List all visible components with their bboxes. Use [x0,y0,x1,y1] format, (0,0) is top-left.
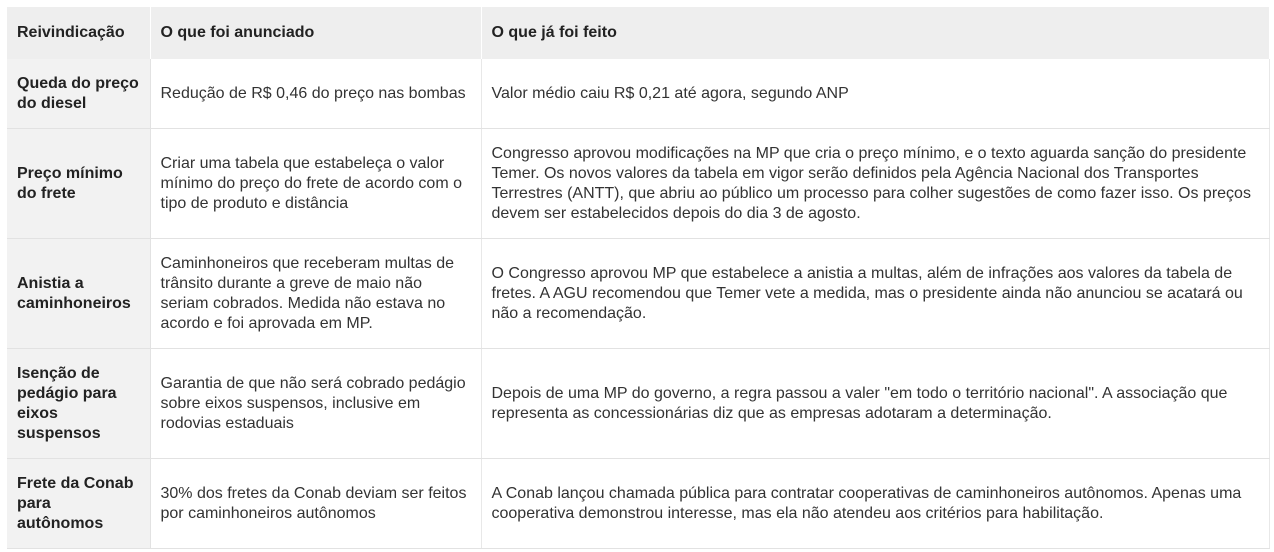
announced-cell: 30% dos fretes da Conab deviam ser feitos por caminhoneiros autônomos [150,459,481,549]
done-cell: Valor médio caiu R$ 0,21 até agora, segundo ANP [481,59,1269,129]
claim-cell: Isenção de pedágio para eixos suspensos [7,349,150,459]
table-header [7,7,1269,59]
table-row [7,459,1269,549]
claim-cell: Preço mínimo do frete [7,129,150,239]
header-done: O que já foi feito [481,7,1269,59]
announced-cell: Caminhoneiros que receberam multas de trânsito durante a greve de maio não seriam cobrados. Medida não estava no acordo e foi aprovada em MP. [150,239,481,349]
table-row [7,59,1269,129]
claim-cell: Queda do preço do diesel [7,59,150,129]
announced-cell: Garantia de que não será cobrado pedágio sobre eixos suspensos, inclusive em rodovias estaduais [150,349,481,459]
announced-cell: Redução de R$ 0,46 do preço nas bombas [150,59,481,129]
header-claim: Reivindicação [7,7,150,59]
header-row [7,7,1269,59]
table-row [7,349,1269,459]
claim-cell: Anistia a caminhoneiros [7,239,150,349]
table-body [7,59,1269,549]
done-cell: Congresso aprovou modificações na MP que cria o preço mínimo, e o texto aguarda sanção do presidente Temer. Os novos valores da tabela em vigor serão definidos pela Agência Nacional dos Transportes Terrestres (ANTT), que abriu ao público um processo para colher sugestões de como fazer isso. Os preços devem ser estabelecidos depois do dia 3 de agosto. [481,129,1269,239]
announced-cell: Criar uma tabela que estabeleça o valor mínimo do preço do frete de acordo com o tipo de produto e distância [150,129,481,239]
done-cell: A Conab lançou chamada pública para contratar cooperativas de caminhoneiros autônomos. Apenas uma cooperativa demonstrou interesse, mas ela não atendeu aos critérios para habilitação. [481,459,1269,549]
claim-cell: Frete da Conab para autônomos [7,459,150,549]
header-announced: O que foi anunciado [150,7,481,59]
demands-table [7,7,1270,549]
table-row [7,129,1269,239]
done-cell: O Congresso aprovou MP que estabelece a anistia a multas, além de infrações aos valores da tabela de fretes. A AGU recomendou que Temer vete a medida, mas o presidente ainda não anunciou se acatará ou não a recomendação. [481,239,1269,349]
done-cell: Depois de uma MP do governo, a regra passou a valer "em todo o território nacional". A associação que representa as concessionárias diz que as empresas adotaram a determinação. [481,349,1269,459]
table-row [7,239,1269,349]
